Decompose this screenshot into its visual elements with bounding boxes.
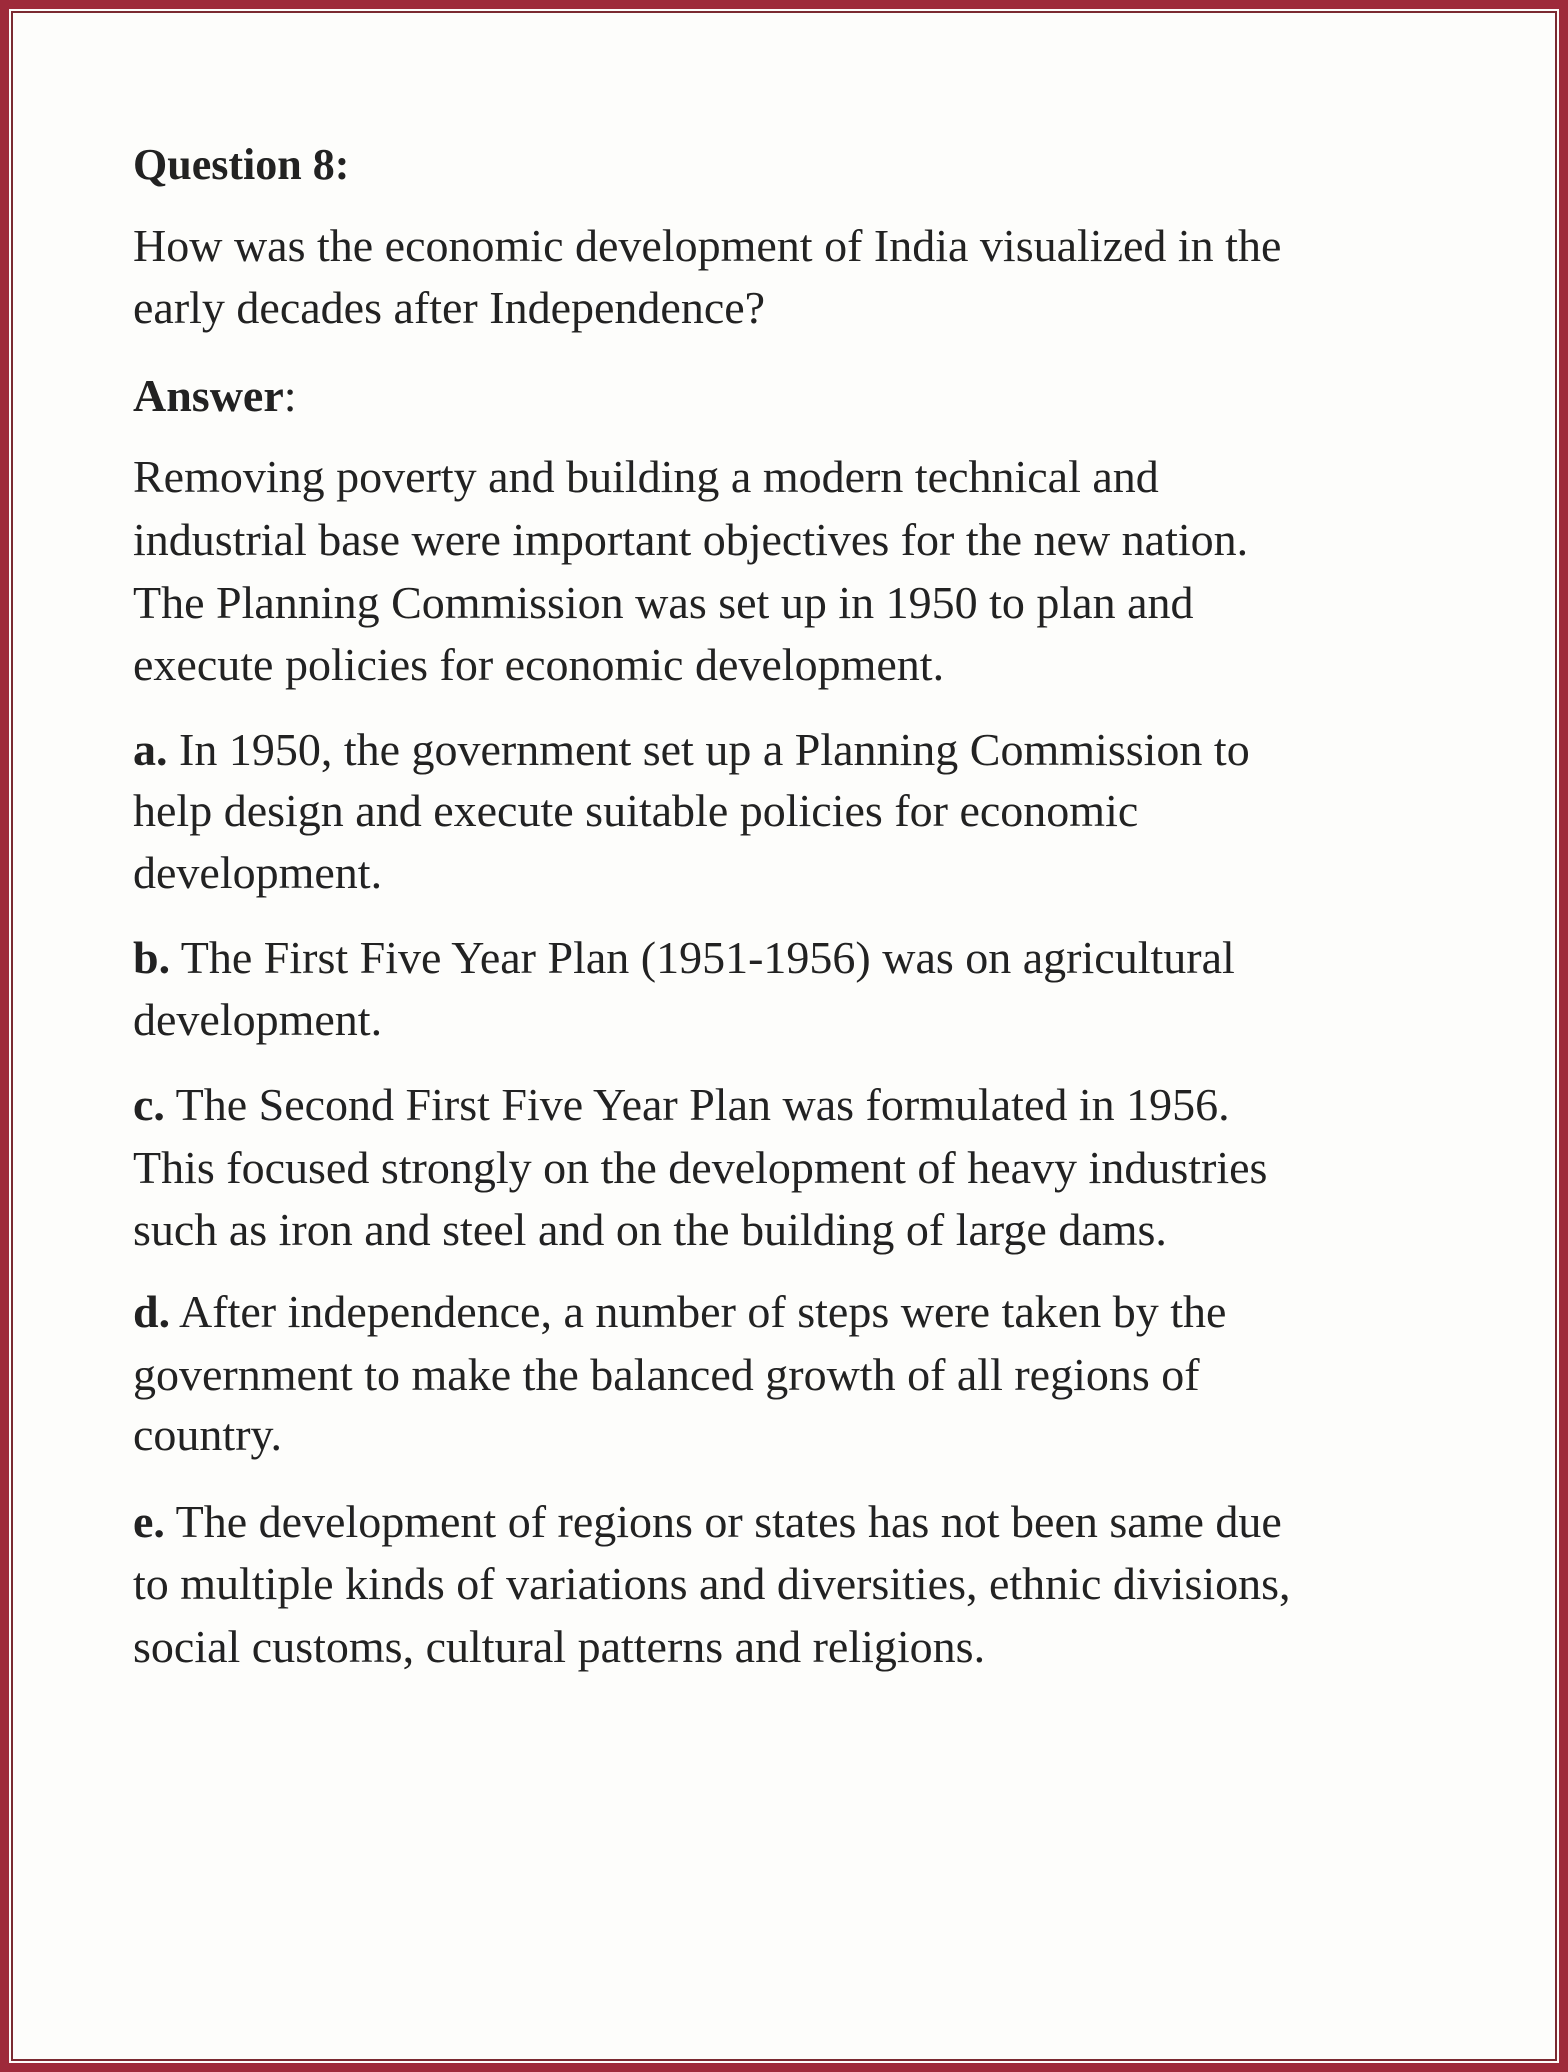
point-text: The First Five Year Plan (1951-1956) was on agricultural (170, 932, 1235, 983)
point-text: The development of regions or states has not been same due (164, 1496, 1282, 1547)
point-marker: a. (133, 724, 168, 775)
paragraph-line: development. (133, 994, 383, 1045)
paragraph-line: This focused strongly on the development of heavy industries (133, 1142, 1268, 1193)
point-text: After independence, a number of steps were taken by the (170, 1286, 1227, 1337)
point-marker: d. (133, 1286, 171, 1337)
paragraph-line: execute policies for economic development. (133, 639, 945, 690)
paragraph-line: development. (133, 847, 383, 898)
answer-label: Answer (133, 370, 284, 421)
paragraph-line: industrial base were important objectives for the new nation. (133, 514, 1249, 565)
paragraph-line: The Planning Commission was set up in 1950 to plan and (133, 577, 1194, 628)
point-first-line (133, 1491, 1282, 1553)
paragraph-line: social customs, cultural patterns and religions. (133, 1621, 986, 1672)
point-first-line (133, 1281, 1226, 1343)
question-text-line: early decades after Independence? (133, 282, 766, 333)
point-text: In 1950, the government set up a Planning Commission to (167, 724, 1250, 775)
answer-heading (133, 365, 297, 427)
point-marker: c. (133, 1079, 165, 1130)
answer-label-colon: : (283, 370, 297, 421)
paragraph-line: government to make the balanced growth of all regions of (133, 1349, 1200, 1400)
point-first-line (133, 1074, 1230, 1136)
question-text-line: How was the economic development of India visualized in the (133, 220, 1282, 271)
paragraph-line: country. (133, 1409, 283, 1460)
paragraph-line: to multiple kinds of variations and diversities, ethnic divisions, (133, 1558, 1291, 1609)
paragraph-line: such as iron and steel and on the building of large dams. (133, 1204, 1167, 1255)
point-first-line (133, 927, 1235, 989)
point-marker: e. (133, 1496, 165, 1547)
paragraph-line: help design and execute suitable policies for economic (133, 785, 1139, 836)
point-text: The Second First Five Year Plan was formulated in 1956. (164, 1079, 1230, 1130)
point-first-line (133, 719, 1250, 781)
point-marker: b. (133, 932, 171, 983)
paragraph-line: Removing poverty and building a modern technical and (133, 451, 1159, 502)
question-title: Question 8: (133, 140, 350, 189)
